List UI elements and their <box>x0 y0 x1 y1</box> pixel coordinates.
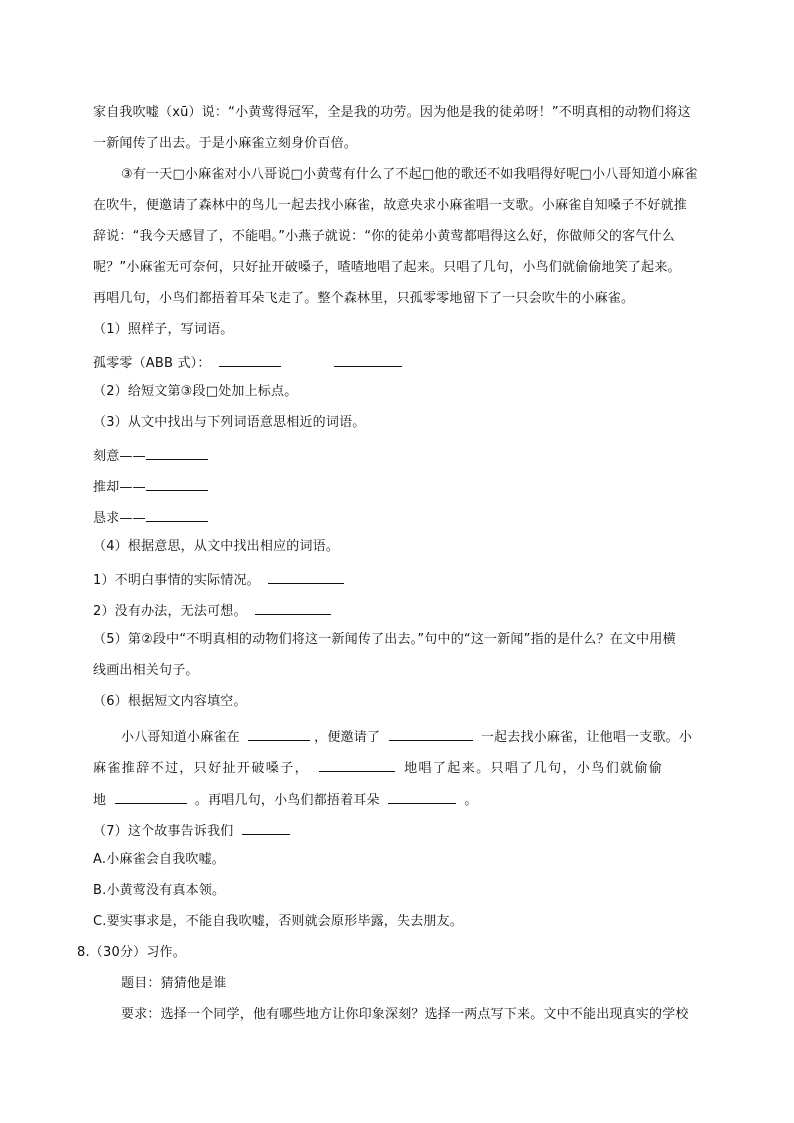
fill-in-text: 麻雀推辞不过，只好扯开破嗓子， <box>93 761 310 776</box>
passage-line: 辞说：“我今天感冒了，不能唱。”小燕子就说：“你的徒弟小黄莺都唱得这么好，你做师父的客气什么 <box>93 229 675 244</box>
option-c[interactable]: C.要实事求是，不能自我吹嘘，否则就会原形毕露，失去朋友。 <box>93 914 464 929</box>
option-a[interactable]: A.小麻雀会自我吹嘘。 <box>93 852 225 867</box>
passage-line: ③有一天□小麻雀对小八哥说□小黄莺有什么了不起□他的歌还不如我唱得好呢□小八哥知道小麻雀 <box>121 167 698 182</box>
question-7-row <box>93 821 294 840</box>
question-1-answer-row <box>93 353 406 372</box>
answer-blank[interactable] <box>242 821 290 835</box>
answer-blank[interactable] <box>255 601 331 615</box>
answer-blank[interactable] <box>146 446 208 460</box>
question-8-header: 8.（30分）习作。 <box>77 945 186 960</box>
question-1-prompt: 孤零零（ABB 式）： <box>93 356 211 371</box>
question-1: （1）照样子，写词语。 <box>93 322 234 337</box>
question-4: （4）根据意思，从文中找出相应的词语。 <box>93 539 340 554</box>
question-6: （6）根据短文内容填空。 <box>93 694 247 709</box>
fill-in-line <box>93 758 663 777</box>
synonym-row <box>93 508 212 527</box>
question-4-item <box>93 601 335 620</box>
question-7: （7）这个故事告诉我们 <box>93 824 234 839</box>
synonym-word: 刻意—— <box>93 449 146 464</box>
fill-in-line <box>121 727 692 746</box>
passage-line: 家自我吹嘘（xū）说：“小黄莺得冠军，全是我的功劳。因为他是我的徒弟呀！”不明真相的动物们将这 <box>93 105 691 120</box>
option-b[interactable]: B.小黄莺没有真本领。 <box>93 883 226 898</box>
synonym-row <box>93 446 212 465</box>
question-4-item-text: 2）没有办法，无法可想。 <box>93 604 247 619</box>
synonym-row <box>93 477 212 496</box>
answer-blank[interactable] <box>319 758 395 772</box>
answer-blank[interactable] <box>389 727 473 741</box>
fill-in-text: 地 <box>93 793 107 808</box>
answer-blank[interactable] <box>219 353 281 367</box>
answer-blank[interactable] <box>334 353 402 367</box>
synonym-word: 推却—— <box>93 480 146 495</box>
question-3: （3）从文中找出与下列词语意思相近的词语。 <box>93 415 366 430</box>
fill-in-text: 地唱了起来。只唱了几句，小鸟们就偷偷 <box>404 761 664 776</box>
essay-requirement: 要求：选择一个同学，他有哪些地方让你印象深刻？选择一两点写下来。文中不能出现真实的学校 <box>121 1007 689 1022</box>
answer-blank[interactable] <box>388 790 456 804</box>
answer-blank[interactable] <box>146 508 208 522</box>
passage-line: 呢？”小麻雀无可奈何，只好扯开破嗓子，喳喳地唱了起来。只唱了几句，小鸟们就偷偷地笑了起来。 <box>93 260 681 275</box>
answer-blank[interactable] <box>146 477 208 491</box>
fill-in-line <box>93 790 478 809</box>
fill-in-text: 小八哥知道小麻雀在 <box>121 730 240 745</box>
synonym-word: 恳求—— <box>93 511 146 526</box>
fill-in-text: 。 <box>464 793 478 808</box>
fill-in-text: ，便邀请了 <box>314 730 381 745</box>
question-4-item-text: 1）不明白事情的实际情况。 <box>93 573 260 588</box>
question-4-item <box>93 570 348 589</box>
passage-line: 再唱几句，小鸟们都捂着耳朵飞走了。整个森林里，只孤零零地留下了一只会吹牛的小麻雀。 <box>93 291 635 306</box>
passage-line: 在吹牛，便邀请了森林中的鸟儿一起去找小麻雀，故意央求小麻雀唱一支歌。小麻雀自知嗓子不好就推 <box>93 198 688 213</box>
essay-title: 题目：猜猜他是谁 <box>121 976 227 991</box>
fill-in-text: 。再唱几句，小鸟们都捂着耳朵 <box>194 793 380 808</box>
question-5: 线画出相关句子。 <box>93 663 199 678</box>
answer-blank[interactable] <box>268 570 344 584</box>
passage-line: 一新闻传了出去。于是小麻雀立刻身价百倍。 <box>93 136 358 151</box>
fill-in-text: 一起去找小麻雀，让他唱一支歌。小 <box>480 730 693 745</box>
question-5: （5）第②段中“不明真相的动物们将这一新闻传了出去。”句中的“这一新闻”指的是什么？在文中用横 <box>93 632 676 647</box>
answer-blank[interactable] <box>248 727 310 741</box>
answer-blank[interactable] <box>115 790 187 804</box>
question-2: （2）给短文第③段□处加上标点。 <box>93 384 298 399</box>
